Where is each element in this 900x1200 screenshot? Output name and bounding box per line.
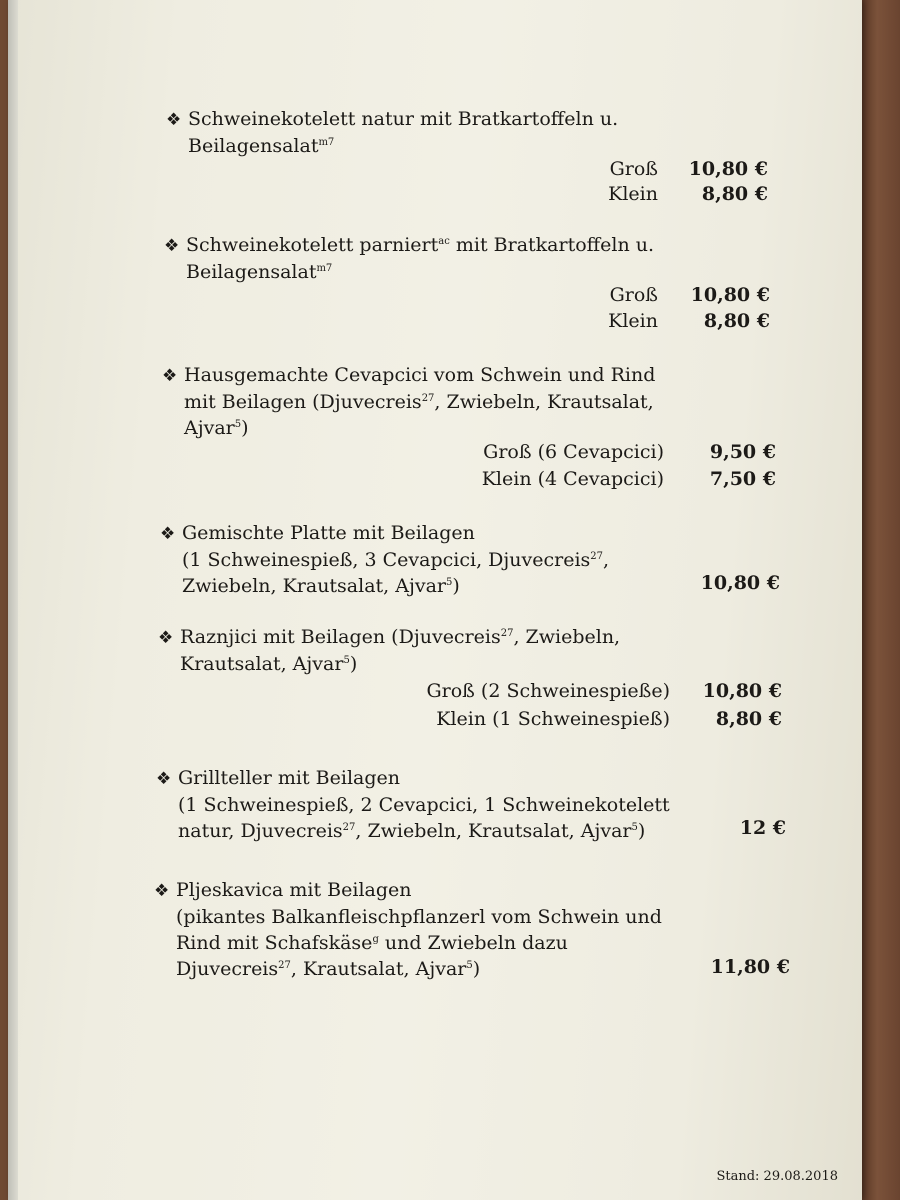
size-label: Groß bbox=[609, 284, 658, 306]
stand-date: Stand: 29.08.2018 bbox=[716, 1169, 838, 1184]
bullet-icon: ❖ bbox=[154, 881, 170, 901]
item-line: Zwiebeln, Krautsalat, Ajvar$^5$) bbox=[182, 575, 460, 597]
item-line: (1 Schweinespieß, 2 Cevapcici, 1 Schweinekotelett bbox=[178, 794, 670, 816]
price: 10,80 € bbox=[690, 284, 770, 306]
bullet-icon: ❖ bbox=[162, 366, 178, 386]
item-line: ❖ Gemischte Platte mit Beilagen bbox=[160, 520, 609, 547]
item-description bbox=[162, 362, 655, 441]
price: 8,80 € bbox=[703, 310, 770, 332]
price: 11,80 € bbox=[710, 956, 790, 978]
price: 10,80 € bbox=[688, 158, 768, 180]
price: 9,50 € bbox=[709, 441, 776, 463]
size-label: Groß (6 Cevapcici) bbox=[483, 441, 664, 463]
bullet-icon: ❖ bbox=[166, 110, 182, 130]
item-line: (pikantes Balkanfleischpflanzerl vom Schwein und bbox=[176, 906, 662, 928]
item-description bbox=[160, 520, 609, 599]
leather-cover bbox=[862, 0, 900, 1200]
item-description bbox=[154, 877, 662, 982]
size-label: Klein (4 Cevapcici) bbox=[481, 468, 664, 490]
item-line: mit Beilagen (Djuvecreis$^{27}$, Zwiebeln, Krautsalat, bbox=[184, 391, 654, 413]
size-label: Groß bbox=[609, 158, 658, 180]
item-description bbox=[164, 232, 654, 285]
item-line: ❖ Raznjici mit Beilagen (Djuvecreis$^{27}$, Zwiebeln, bbox=[158, 624, 620, 651]
bullet-icon: ❖ bbox=[158, 628, 174, 648]
item-line: Krautsalat, Ajvar$^5$) bbox=[180, 653, 358, 675]
price: 12 € bbox=[739, 817, 786, 839]
price: 10,80 € bbox=[700, 572, 780, 594]
item-line: Ajvar$^5$) bbox=[184, 417, 249, 439]
item-description bbox=[156, 765, 670, 844]
plastic-sleeve-edge bbox=[8, 0, 18, 1200]
item-line: ❖ Schweinekotelett parniert$^{ac}$ mit Bratkartoffeln u. bbox=[164, 232, 654, 259]
item-line: Rind mit Schafskäse$^g$ und Zwiebeln dazu bbox=[176, 932, 568, 954]
item-line: Beilagensalat$^{m7}$ bbox=[186, 261, 333, 283]
item-description bbox=[158, 624, 620, 677]
item-description bbox=[166, 106, 618, 159]
price: 8,80 € bbox=[701, 183, 768, 205]
price: 10,80 € bbox=[702, 680, 782, 702]
size-label: Groß (2 Schweinespieße) bbox=[426, 680, 670, 702]
item-line: (1 Schweinespieß, 3 Cevapcici, Djuvecreis$^{27}$, bbox=[182, 549, 610, 571]
item-line: ❖ Hausgemachte Cevapcici vom Schwein und Rind bbox=[162, 362, 655, 389]
bullet-icon: ❖ bbox=[156, 769, 172, 789]
price: 7,50 € bbox=[709, 468, 776, 490]
item-line: ❖ Grillteller mit Beilagen bbox=[156, 765, 670, 792]
item-line: ❖ Pljeskavica mit Beilagen bbox=[154, 877, 662, 904]
bullet-icon: ❖ bbox=[160, 524, 176, 544]
price: 8,80 € bbox=[715, 708, 782, 730]
bullet-icon: ❖ bbox=[164, 236, 180, 256]
menu-sheet bbox=[8, 0, 862, 1200]
item-line: Djuvecreis$^{27}$, Krautsalat, Ajvar$^5$) bbox=[176, 958, 481, 980]
item-line: natur, Djuvecreis$^{27}$, Zwiebeln, Krautsalat, Ajvar$^5$) bbox=[178, 820, 646, 842]
item-line: Beilagensalat$^{m7}$ bbox=[188, 135, 335, 157]
size-label: Klein bbox=[608, 183, 658, 205]
size-label: Klein (1 Schweinespieß) bbox=[436, 708, 670, 730]
size-label: Klein bbox=[608, 310, 658, 332]
item-line: ❖ Schweinekotelett natur mit Bratkartoffeln u. bbox=[166, 106, 618, 133]
